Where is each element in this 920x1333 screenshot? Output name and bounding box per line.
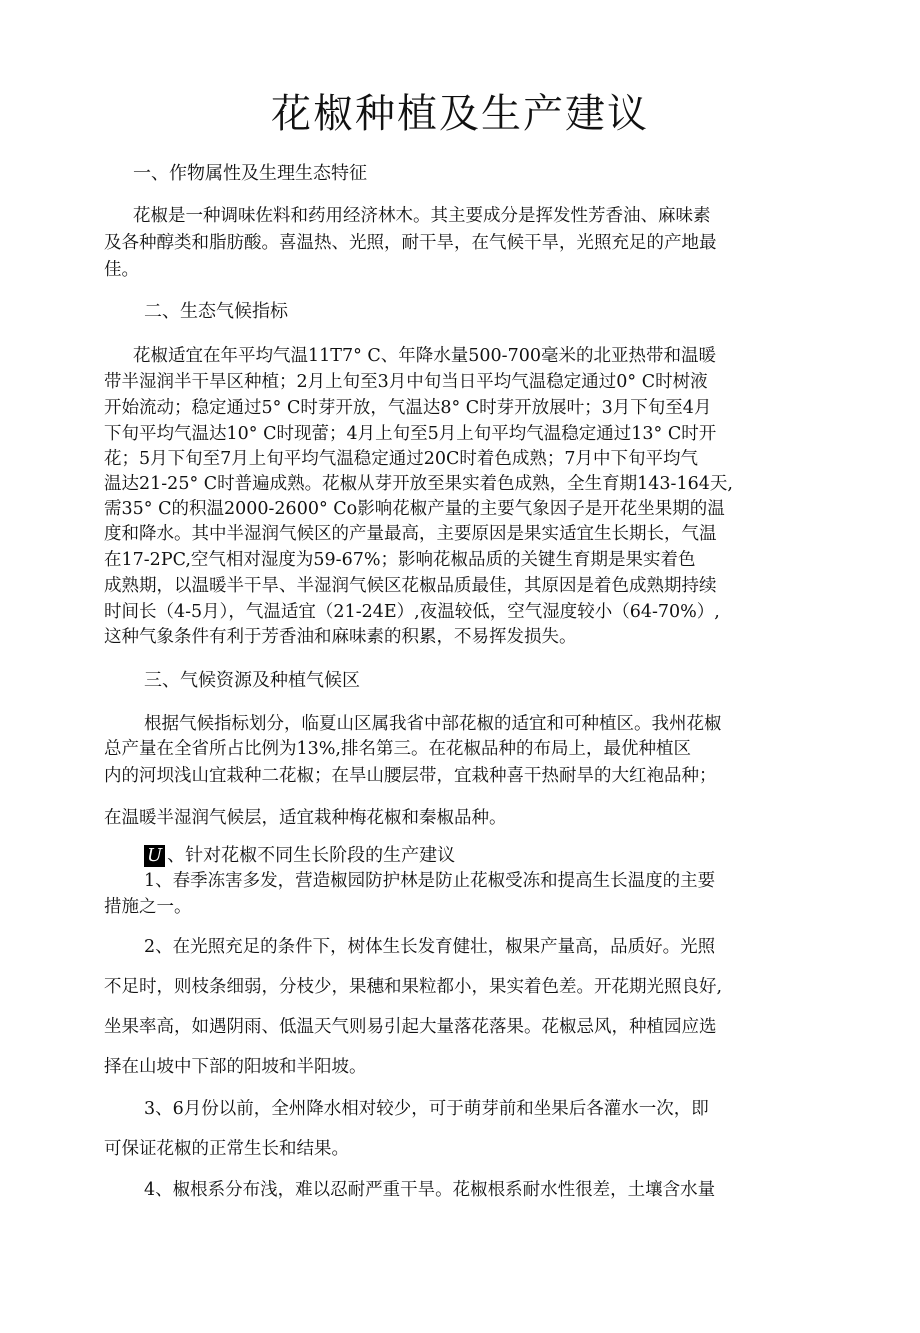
section-1-paragraph-line: 及各种醇类和脂肪酸。喜温热、光照，耐干旱，在气候干旱，光照充足的产地最 [104,233,717,253]
section-2-heading: 二、生态气候指标 [144,301,288,322]
section-4-paragraph-line: 择在山坡中下部的阳坡和半阳坡。 [104,1057,367,1077]
section-2-paragraph-line: 这种气象条件有利于芳香油和麻味素的积累，不易挥发损失。 [104,627,577,647]
section-4-paragraph-line: 不足时，则枝条细弱，分枝少，果穗和果粒都小，果实着色差。开花期光照良好, [104,977,723,997]
section-2-paragraph-line: 时间长（4-5月），气温适宜（21-24E）,夜温较低，空气湿度较小（64-70%）, [104,602,720,622]
section-4-paragraph-line: 措施之一。 [104,897,192,917]
section-3-paragraph-line: 根据气候指标划分，临夏山区属我省中部花椒的适宜和可种植区。我州花椒 [144,714,722,734]
section-2-paragraph-line: 带半湿润半干旱区种植；2月上旬至3月中旬当日平均气温稳定通过0° C时树液 [104,372,708,392]
section-4-paragraph-line: 坐果率高，如遇阴雨、低温天气则易引起大量落花落果。花椒忌风，种植园应选 [104,1017,717,1037]
section-1-paragraph-line: 佳。 [104,260,139,280]
section-4-heading [144,844,455,868]
section-2-paragraph-line: 度和降水。其中半湿润气候区的产量最高，主要原因是果实适宜生长期长，气温 [104,524,717,544]
section-2-paragraph-line: 下旬平均气温达10° C时现蕾；4月上旬至5月上旬平均气温稳定通过13° C时开 [104,424,717,444]
section-4-paragraph-line: 2、在光照充足的条件下，树体生长发育健壮，椒果产量高，品质好。光照 [144,937,716,957]
section-2-paragraph-line: 花椒适宜在年平均气温11T7° C、年降水量500-700毫米的北亚热带和温暖 [133,346,716,366]
section-3-paragraph-line: 总产量在全省所占比例为13%,排名第三。在花椒品种的布局上，最优种植区 [104,739,691,759]
section-2-paragraph-line: 开始流动；稳定通过5° C时芽开放，气温达8° C时芽开放展叶；3月下旬至4月 [104,398,712,418]
section-2-paragraph-line: 成熟期，以温暖半干旱、半湿润气候区花椒品质最佳，其原因是着色成熟期持续 [104,576,717,596]
section-4-paragraph-line: 4、椒根系分布浅，难以忍耐严重干旱。花椒根系耐水性很差，土壤含水量 [144,1180,716,1200]
section-1-heading: 一、作物属性及生理生态特征 [133,163,367,184]
section-1-paragraph-line: 花椒是一种调味佐料和药用经济林木。其主要成分是挥发性芳香油、麻味素 [133,206,711,226]
section-2-paragraph-line: 温达21-25° C时普遍成熟。花椒从芽开放至果实着色成熟，全生育期143-164天, [104,474,733,494]
section-3-paragraph-line: 在温暖半湿润气候层，适宜栽种梅花椒和秦椒品种。 [104,808,507,828]
section-3-paragraph-line: 内的河坝浅山宜栽种二花椒；在旱山腰层带，宜栽种喜干热耐旱的大红袍品种； [104,766,717,786]
section-2-paragraph-line: 花；5月下旬至7月上旬平均气温稳定通过20C时着色成熟；7月中下旬平均气 [104,449,699,469]
section-4-paragraph-line: 1、春季冻害多发，营造椒园防护林是防止花椒受冻和提高生长温度的主要 [144,871,716,891]
section-2-paragraph-line: 需35° C的积温2000-2600° Co影响花椒产量的主要气象因子是开花坐果期的温 [104,499,725,519]
document-title: 花椒种植及生产建议 [271,91,649,137]
section-2-paragraph-line: 在17-2PC,空气相对湿度为59-67%；影响花椒品质的关键生育期是果实着色 [104,550,696,570]
section-3-heading: 三、气候资源及种植气候区 [144,670,360,691]
section-4-paragraph-line: 可保证花椒的正常生长和结果。 [104,1139,349,1159]
section-4-marker: U [144,845,165,867]
section-4-paragraph-line: 3、6月份以前，全州降水相对较少，可于萌芽前和坐果后各灌水一次，即 [144,1099,709,1119]
section-4-heading-text: 、针对花椒不同生长阶段的生产建议 [167,845,456,866]
